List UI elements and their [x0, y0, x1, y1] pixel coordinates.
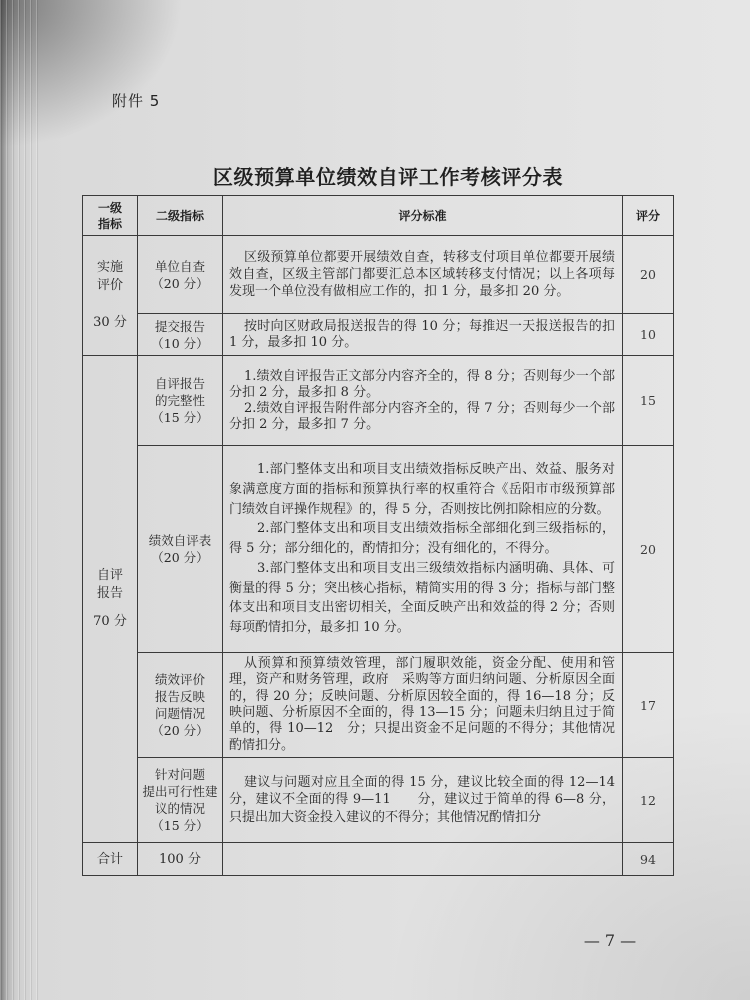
- criteria-cell: [223, 758, 623, 843]
- score-value: 15: [623, 356, 674, 446]
- total-label: 合计: [83, 843, 138, 876]
- criteria-paragraph: 1.部门整体支出和项目支出绩效指标反映产出、效益、服务对象满意度方面的指标和预算执行率的权重符合《岳阳市市级预算部门绩效自评操作规程》的，得 5 分，否则按比例扣除相应的分数。: [229, 462, 615, 517]
- criteria-paragraph: 建议与问题对应且全面的得 15 分，建议比较全面的得 12—14 分，建议不全面的得 9—11 分，建议过于简单的得 6—8 分，只提出加大资金投入建议的不得分；其他情况酌情扣分: [229, 774, 615, 825]
- criteria-paragraph: 2.绩效自评报告附件部分内容齐全的，得 7 分；否则每少一个部分扣 2 分，最多扣 7 分。: [229, 400, 615, 432]
- criteria-text: [229, 774, 615, 827]
- total-points: 100 分: [138, 843, 223, 876]
- score-value: 12: [623, 758, 674, 843]
- criteria-paragraph: 按时向区财政局报送报告的得 10 分；每推迟一天报送报告的扣 1 分，最多扣 10 分。: [229, 318, 615, 350]
- criteria-text: [229, 460, 615, 637]
- criteria-paragraph: 从预算和预算绩效管理，部门履职效能，资金分配、使用和管理，资产和财务管理，政府 采购等方面归纳问题、分析原因全面的，得 20 分；反映问题、分析原因较全面的，得 16—18 分；反映问题、分析原因不全面的，得 13—15 分；问题未归纳且过于简单的，得 10—12 分；只提出资金不足问题的不得分；其他情况酌情扣分。: [229, 656, 615, 753]
- group-name: 自评 报告: [96, 568, 123, 601]
- page-stack-edge: [0, 0, 42, 1000]
- level2-indicator: 自评报告 的完整性 （15 分）: [138, 356, 223, 446]
- group-points: 70 分: [93, 614, 127, 629]
- header-score: 评分: [623, 196, 674, 236]
- criteria-cell: [223, 356, 623, 446]
- criteria-text: [229, 369, 615, 433]
- group-points: 30 分: [93, 315, 127, 330]
- criteria-paragraph: 1.绩效自评报告正文部分内容齐全的，得 8 分；否则每少一个部分扣 2 分，最多扣 8 分。: [229, 368, 615, 400]
- attachment-label: 附件 5: [112, 92, 161, 110]
- criteria-paragraph: 2.部门整体支出和项目支出绩效指标全部细化到三级指标的，得 5 分；部分细化的，酌情扣分；没有细化的，不得分。: [229, 521, 615, 557]
- total-criteria-cell: [223, 843, 623, 876]
- group-cell-self-evaluation: [83, 356, 138, 843]
- score-value: 10: [623, 314, 674, 356]
- header-level2-indicator: 二级指标: [138, 196, 223, 236]
- header-criteria: 评分标准: [223, 196, 623, 236]
- criteria-cell: [223, 446, 623, 653]
- header-level1-indicator: 一级 指标: [83, 196, 138, 236]
- criteria-text: [229, 656, 615, 754]
- criteria-paragraph: 区级预算单位都要开展绩效自查，转移支付项目单位都要开展绩效自查，区级主管部门都要汇总本区域转移支付情况；以上各项每发现一个单位没有做相应工作的，扣 1 分，最多扣 20 分。: [229, 250, 615, 299]
- level2-indicator: 提交报告 （10 分）: [138, 314, 223, 356]
- level2-indicator: 绩效自评表 （20 分）: [138, 446, 223, 653]
- score-value: 20: [623, 446, 674, 653]
- level2-indicator: 单位自查 （20 分）: [138, 236, 223, 314]
- criteria-paragraph: 3.部门整体支出和项目支出三级绩效指标内涵明确、具体、可衡量的得 5 分；突出核心指标，精简实用的得 3 分；指标与部门整体支出和项目支出密切相关，全面反映产出和效益的得 2 分；否则每项酌情扣分，最多扣 10 分。: [229, 560, 615, 635]
- group-name: 实施 评价: [96, 260, 123, 293]
- total-score: 94: [623, 843, 674, 876]
- scoring-table: [82, 195, 674, 876]
- level2-indicator: 绩效评价 报告反映 问题情况 （20 分）: [138, 653, 223, 758]
- document-title: 区级预算单位绩效自评工作考核评分表: [212, 165, 564, 189]
- level2-indicator: 针对问题 提出可行性建 议的情况 （15 分）: [138, 758, 223, 843]
- score-value: 17: [623, 653, 674, 758]
- criteria-cell: [223, 653, 623, 758]
- criteria-cell: [223, 314, 623, 356]
- criteria-text: [229, 319, 615, 351]
- group-cell-implementation: [83, 236, 138, 356]
- page-number: — 7 —: [583, 931, 637, 950]
- score-value: 20: [623, 236, 674, 314]
- criteria-text: [229, 249, 615, 300]
- criteria-cell: [223, 236, 623, 314]
